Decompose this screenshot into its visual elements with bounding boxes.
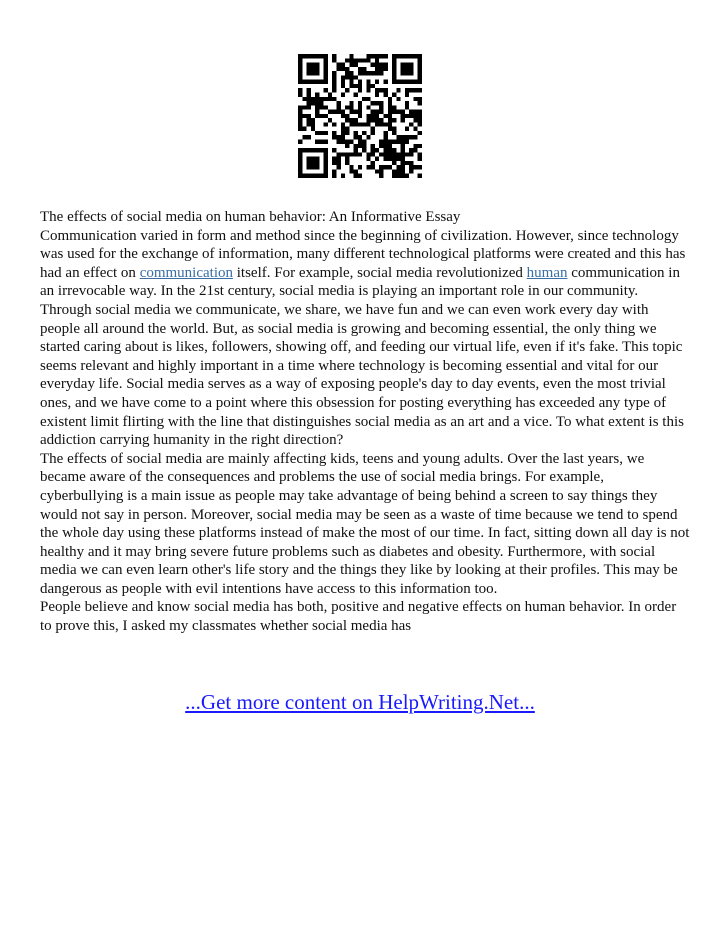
cta-container bbox=[0, 690, 720, 715]
qr-code-graphic bbox=[298, 54, 422, 178]
get-more-content-link[interactable]: ...Get more content on HelpWriting.Net... bbox=[185, 690, 535, 714]
communication-link[interactable]: communication bbox=[139, 264, 233, 281]
paragraph-1-text-c: communication in an irrevocable way. In the 21st century, social media is playing an important role in our community. Through social media we communicate, we share, we have fun and we can even work every day with people all around the world. But, as social media is growing and becoming essential, the only thing we started caring about is likes, followers, showing off, and feeding our virtual life, even if it's fake. This topic seems relevant and highly important in a time where technology is becoming essential and vital for our everyday life. Social media serves as a way of exposing people's day to day events, even the most trivial ones, and we have come to a point where this obsession for posting everything has exceeded any type of existent limit flirting with the line that distinguishes social media as an art and a vice. To what extent is this addiction carrying humanity in the right direction? bbox=[40, 264, 684, 449]
essay-paragraph-3: People believe and know social media has both, positive and negative effects on human behavior. In order to prove this, I asked my classmates whether social media has bbox=[40, 599, 677, 635]
paragraph-1-text-a: Communication varied in form and method since the beginning of civilization. However, since technology was used for the exchange of information, many different technological platforms were created and this has had an effect on bbox=[40, 227, 686, 281]
human-link[interactable]: human bbox=[526, 264, 568, 281]
essay-title: The effects of social media on human behavior: An Informative Essay bbox=[40, 209, 461, 225]
essay-paragraph-2: The effects of social media are mainly affecting kids, teens and young adults. Over the last years, we became aware of the consequences and problems the use of social media brings. For example, cyberbullying is a main issue as people may take advantage of being behind a screen to say things they would not say in person. Moreover, social media may be seen as a waste of time because we tend to spend the whole day using these platforms instead of make the most of our time. In fact, sitting down all day is not healthy and it may bring severe future problems such as diabetes and obesity. Furthermore, with social media we can even learn other's life story and the things they like by looking at their profiles. This may be dangerous as people with evil intentions have access to this information too. bbox=[40, 450, 690, 597]
qr-code-icon bbox=[298, 54, 422, 178]
essay-body bbox=[40, 208, 690, 636]
paragraph-1-text-b: itself. For example, social media revolutionized bbox=[233, 264, 527, 281]
essay-paragraph-1 bbox=[40, 227, 690, 450]
